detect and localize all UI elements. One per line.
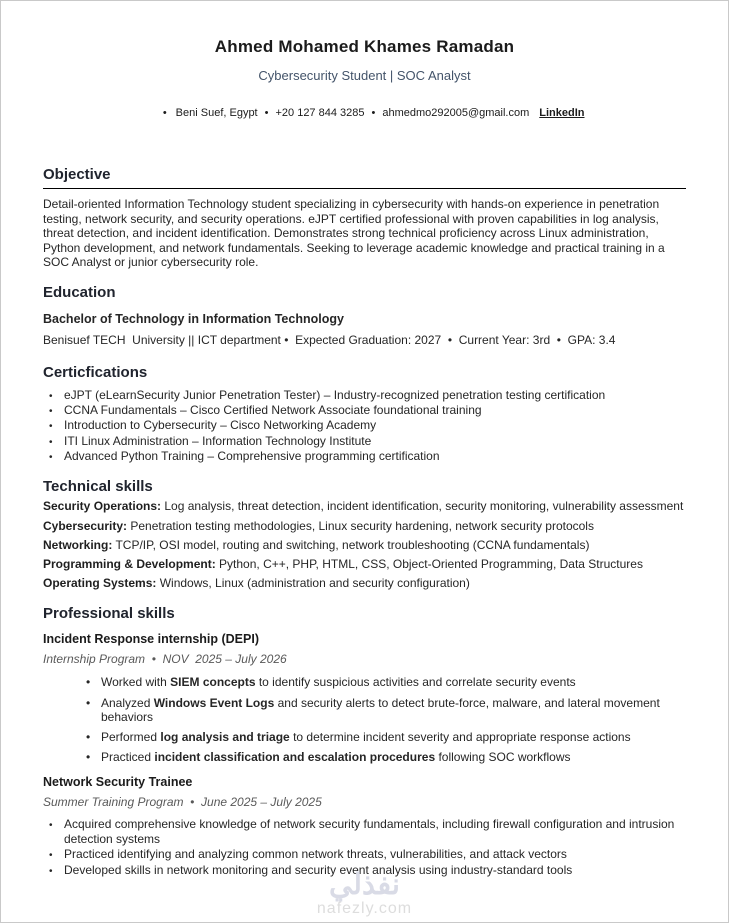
skill-label: Security Operations:	[43, 499, 162, 514]
bullet-text: Performed	[101, 730, 161, 745]
bullet-text: Analyzed	[101, 695, 154, 710]
bullet-text: and security alerts to detect brute-force, malware, and lateral movement behaviors	[101, 695, 660, 725]
section-heading-education: Education	[43, 283, 116, 301]
section-heading-certifications: Certicfications	[43, 363, 148, 381]
skill-label: Programming & Development:	[43, 556, 216, 571]
contact-lead-bullet: •	[162, 107, 167, 119]
job-bullet: • Developed skills in network monitoring and security event analysis using industry-standard tools	[60, 863, 686, 878]
job-title: Network Security Trainee	[43, 774, 193, 789]
job-bullet: • Practiced identifying and analyzing common network threats, vulnerabilities, and attack vectors	[60, 847, 686, 862]
contact-phone: +20 127 844 3285	[275, 107, 365, 119]
certification-item: • ITI Linux Administration – Information Technology Institute	[60, 434, 686, 449]
certifications-list	[43, 388, 686, 464]
section-heading-technical-skills: Technical skills	[43, 477, 153, 495]
bullet-text: following SOC workflows	[435, 750, 571, 765]
objective-paragraph: Detail-oriented Information Technology student specializing in cybersecurity with hands-on experience in penetration testing, network security, and security operations. eJPT certified professional with proven capabilities in log analysis, threat detection, and incident identification. Demonstrates strong technical proficiency across Linux administration, Python development, and network fundamentals. Seeking to leverage academic knowledge and practical training in a SOC Analyst or junior cybersecurity role.	[43, 197, 665, 270]
skill-row	[43, 557, 686, 572]
job-bullet-list	[43, 675, 686, 764]
job-meta: Summer Training Program • June 2025 – July 2025	[43, 794, 322, 809]
education-degree: Bachelor of Technology in Information Technology	[43, 311, 344, 326]
contact-separator: •	[371, 107, 376, 119]
contact-separator: •	[264, 107, 269, 119]
skill-row	[43, 519, 686, 534]
contact-location: Beni Suef, Egypt	[175, 107, 258, 119]
skill-row	[43, 538, 686, 553]
skill-text: Penetration testing methodologies, Linux security hardening, network security protocols	[127, 518, 594, 533]
bullet-text: Worked with	[101, 675, 171, 690]
certification-item: • Advanced Python Training – Comprehensive programming certification	[60, 449, 686, 464]
skill-text: TCP/IP, OSI model, routing and switching, network troubleshooting (CCNA fundamentals)	[112, 537, 590, 552]
education-details: Benisuef TECH University || ICT department • Expected Graduation: 2027 • Current Year: 3rd • GPA: 3.4	[43, 332, 616, 347]
section-heading-professional-skills: Professional skills	[43, 605, 175, 623]
skill-text: Windows, Linux (administration and security configuration)	[156, 575, 470, 590]
bullet-bold-text: Windows Event Logs	[153, 695, 275, 710]
contact-email: ahmedmo292005@gmail.com	[382, 107, 530, 119]
watermark	[317, 870, 412, 918]
bullet-bold-text: SIEM concepts	[170, 675, 256, 690]
bullet-bold-text: log analysis and triage	[160, 730, 290, 745]
bullet-bold-text: incident classification and escalation procedures	[154, 750, 436, 765]
skill-row	[43, 576, 686, 591]
skill-label: Networking:	[43, 537, 113, 552]
job-bullet	[101, 675, 686, 690]
certification-item: • Introduction to Cybersecurity – Cisco Networking Academy	[60, 418, 686, 433]
job-bullet	[101, 696, 686, 725]
job-bullet	[101, 750, 686, 765]
job-title: Incident Response internship (DEPI)	[43, 632, 259, 647]
skill-row	[43, 499, 686, 514]
job-bullet	[101, 730, 686, 745]
resume-content	[1, 1, 728, 878]
certification-item: • eJPT (eLearnSecurity Junior Penetration Tester) – Industry-recognized penetration testing certification	[60, 388, 686, 403]
contact-line	[43, 95, 686, 131]
watermark-site-name: nafezly.com	[316, 900, 413, 917]
job-bullet: • Acquired comprehensive knowledge of network security fundamentals, including firewall configuration and intrusion detection systems	[60, 817, 686, 847]
skill-text: Log analysis, threat detection, incident identification, security monitoring, vulnerability assessment	[161, 499, 684, 514]
skill-text: Python, C++, PHP, HTML, CSS, Object-Oriented Programming, Data Structures	[215, 556, 643, 571]
candidate-name: Ahmed Mohamed Khames Ramadan	[214, 37, 515, 56]
watermark-arabic-logo: نفذلي	[329, 869, 400, 901]
bullet-text: to determine incident severity and appropriate response actions	[289, 730, 631, 745]
linkedin-link[interactable]: LinkedIn	[539, 107, 585, 119]
section-heading-objective: Objective	[43, 166, 686, 189]
bullet-text: Practiced	[101, 750, 155, 765]
bullet-text: to identify suspicious activities and correlate security events	[255, 675, 576, 690]
candidate-title: Cybersecurity Student | SOC Analyst	[258, 68, 471, 83]
skill-label: Cybersecurity:	[43, 518, 128, 533]
skill-label: Operating Systems:	[43, 575, 157, 590]
job-meta: Internship Program • NOV 2025 – July 2026	[43, 652, 287, 667]
certification-item: • CCNA Fundamentals – Cisco Certified Network Associate foundational training	[60, 403, 686, 418]
